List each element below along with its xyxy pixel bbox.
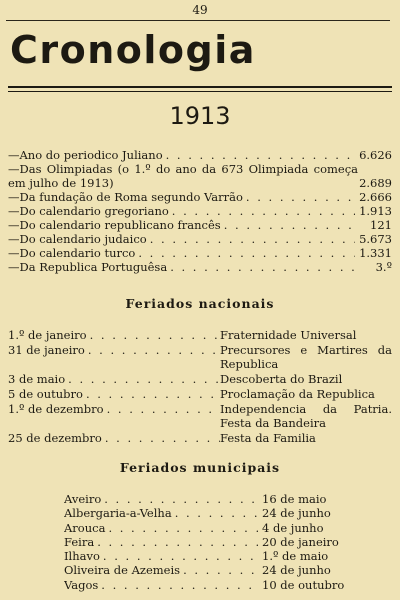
municipal-town-cell	[64, 535, 258, 549]
chronology-row	[8, 218, 392, 232]
dot-leader	[172, 204, 355, 218]
national-holidays-heading: Feriados nacionais	[125, 296, 275, 311]
national-holiday-row	[8, 387, 392, 401]
holiday-date-cell	[8, 387, 220, 401]
national-holidays-list	[8, 328, 392, 446]
top-rule	[6, 20, 390, 21]
municipal-town: Oliveira de Azemeis	[64, 563, 181, 578]
dot-leader	[103, 549, 258, 563]
chronology-label: —Da fundação de Roma segundo Varrão	[8, 190, 243, 204]
holiday-name: Precursores e Martires da Republica	[220, 343, 392, 371]
chronology-label: —Do calendario turco	[8, 246, 136, 260]
dot-leader	[101, 578, 258, 592]
holiday-date: 5 de outubro	[8, 387, 83, 401]
chronology-value: 1.331	[359, 246, 392, 260]
municipal-holiday-row	[64, 549, 384, 563]
holiday-date-cell	[8, 431, 220, 445]
holiday-date: 31 de janeiro	[8, 343, 85, 357]
dot-leader	[86, 387, 220, 401]
dot-leader	[150, 232, 355, 246]
chronology-value: 1.913	[359, 204, 392, 218]
chronology-row	[8, 162, 392, 190]
holiday-name: Proclamação da Republica	[220, 387, 375, 401]
holiday-name: Fraternidade Universal	[220, 328, 357, 342]
chronology-label: —Do calendario gregoriano	[8, 204, 169, 218]
dot-leader	[90, 328, 220, 342]
chronology-value: 5.673	[359, 232, 392, 246]
municipal-town: Vagos	[64, 577, 99, 592]
dot-leader	[166, 148, 355, 162]
municipal-town-cell	[64, 563, 258, 577]
municipal-town: Arouca	[64, 520, 106, 535]
municipal-holiday-row	[64, 492, 384, 506]
page-number: 49	[192, 3, 208, 17]
municipal-date: 24 de junho	[262, 506, 331, 521]
chronology-row	[8, 190, 392, 204]
national-holiday-row	[8, 431, 392, 445]
chronology-label: —Do calendario republicano francês	[8, 218, 221, 232]
dot-leader	[138, 246, 355, 260]
municipal-holiday-row	[64, 535, 384, 549]
chronology-value: 2.689	[359, 176, 392, 190]
municipal-date: 24 de junho	[262, 563, 331, 578]
holiday-date: 25 de dezembro	[8, 431, 102, 445]
municipal-town-cell	[64, 506, 258, 520]
chronology-value: 3.º	[375, 260, 392, 274]
municipal-town: Albergaria-a-Velha	[64, 506, 172, 521]
chronology-label: —Do calendario judaico	[8, 232, 147, 246]
national-holiday-row	[8, 343, 392, 371]
dot-leader	[107, 402, 220, 430]
national-holiday-row	[8, 402, 392, 430]
holiday-date: 1.º de dezembro	[8, 402, 104, 416]
municipal-town-cell	[64, 521, 258, 535]
dot-leader	[68, 372, 220, 386]
municipal-holiday-row	[64, 578, 384, 592]
municipal-town-cell	[64, 578, 258, 592]
chronology-row	[8, 148, 392, 162]
chronology-row	[8, 204, 392, 218]
title-underline	[8, 86, 392, 92]
municipal-date: 4 de junho	[262, 520, 324, 535]
municipal-holiday-row	[64, 506, 384, 520]
municipal-town-cell	[64, 492, 258, 506]
holiday-date: 1.º de janeiro	[8, 328, 87, 342]
municipal-holiday-row	[64, 521, 384, 535]
chronology-row	[8, 246, 392, 260]
municipal-town: Feira	[64, 534, 95, 549]
municipal-date: 20 de janeiro	[262, 534, 339, 549]
municipal-date: 16 de maio	[262, 492, 327, 506]
chronology-label: —Da Republica Portuguêsa	[8, 260, 168, 274]
chronology-row	[8, 232, 392, 246]
municipal-holiday-row	[64, 563, 384, 577]
dot-leader	[170, 260, 355, 274]
holiday-date-cell	[8, 343, 220, 371]
national-holiday-row	[8, 372, 392, 386]
holiday-name: Festa da Familia	[220, 431, 316, 445]
chronology-label: —Ano do periodico Juliano	[8, 148, 163, 162]
municipal-date: 10 de outubro	[262, 577, 345, 592]
chronology-value: 6.626	[359, 148, 392, 162]
municipal-date: 1.º de maio	[262, 549, 329, 564]
dot-leader	[97, 535, 258, 549]
chronology-label: —Das Olimpiadas (o 1.º do ano da 673 Olimpiada começa em julho de 1913)	[8, 162, 358, 190]
holiday-date-cell	[8, 328, 220, 342]
dot-leader	[104, 492, 258, 506]
chronology-value: 2.666	[359, 190, 392, 204]
dot-leader	[246, 190, 355, 204]
holiday-date-cell	[8, 372, 220, 386]
holiday-date-cell	[8, 402, 220, 430]
municipal-holidays-heading: Feriados municipais	[119, 460, 281, 475]
dot-leader	[183, 563, 258, 577]
chronology-value: 121	[370, 218, 392, 232]
municipal-town: Ilhavo	[64, 549, 100, 564]
municipal-town-cell	[64, 549, 258, 563]
chronology-row	[8, 260, 392, 274]
national-holiday-row	[8, 328, 392, 342]
municipal-holidays-list	[64, 492, 384, 592]
dot-leader	[88, 343, 220, 371]
dot-leader	[175, 506, 258, 520]
dot-leader	[105, 431, 220, 445]
holiday-name: Independencia da Patria. Festa da Bandeira	[220, 402, 392, 430]
holiday-date: 3 de maio	[8, 372, 66, 386]
holiday-name: Descoberta do Brazil	[220, 372, 343, 386]
dot-leader	[224, 218, 355, 232]
page-title: Cronologia	[10, 28, 256, 72]
chronology-list	[8, 148, 392, 274]
dot-leader	[108, 521, 258, 535]
year-heading: 1913	[169, 102, 231, 130]
municipal-town: Aveiro	[64, 492, 102, 506]
